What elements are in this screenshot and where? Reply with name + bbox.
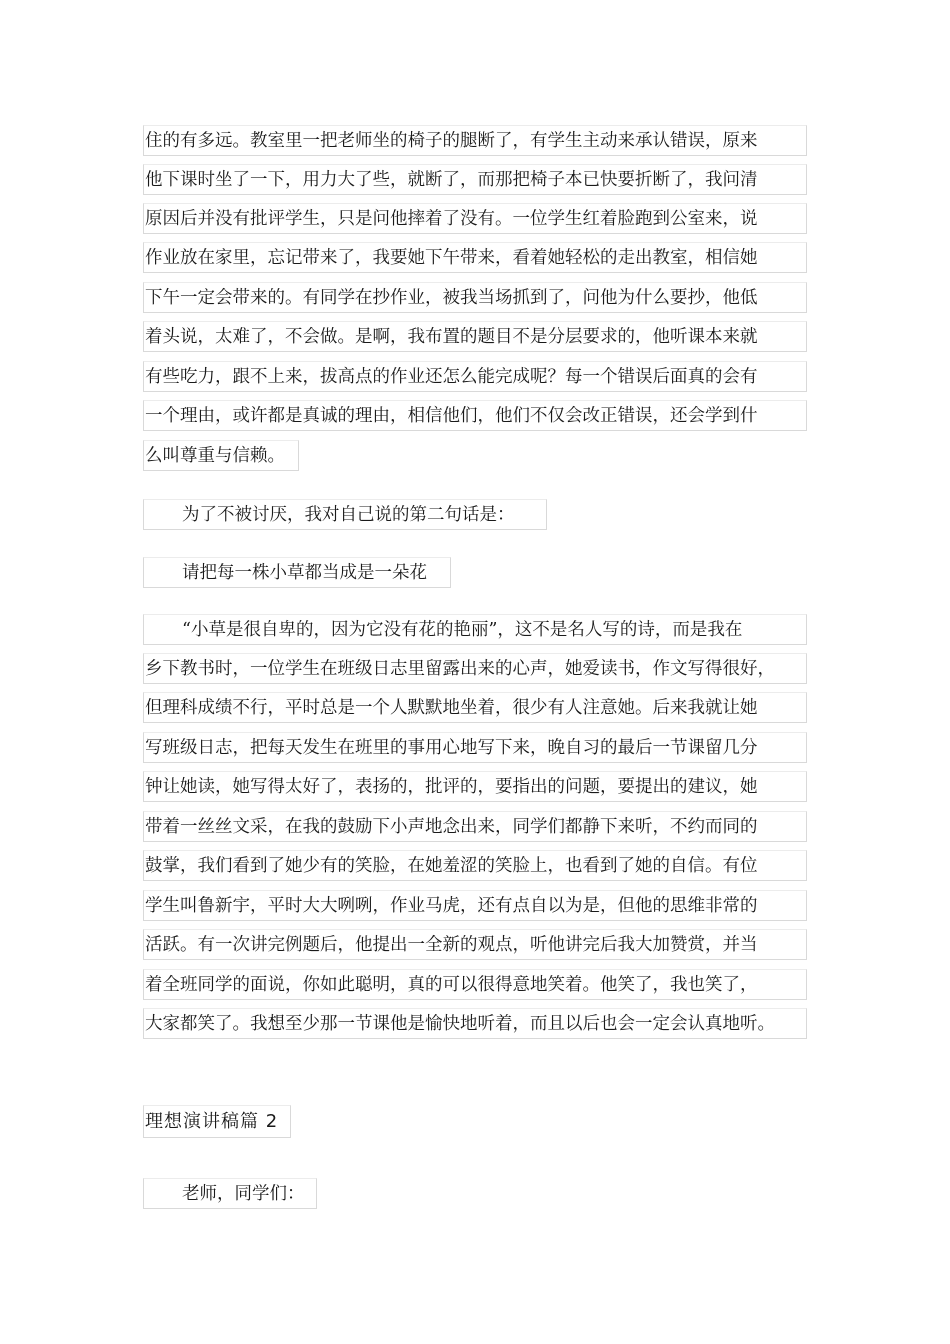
paragraph-line: 么叫尊重与信赖。 [143, 440, 299, 471]
paragraph-line: 大家都笑了。我想至少那一节课他是愉快地听着，而且以后也会一定会认真地听。 [143, 1008, 807, 1039]
paragraph-line: 住的有多远。教室里一把老师坐的椅子的腿断了，有学生主动来承认错误，原来 [143, 125, 807, 156]
paragraph-line: 着头说，太难了，不会做。是啊，我布置的题目不是分层要求的，他听课本来就 [143, 321, 807, 352]
paragraph-line: 作业放在家里，忘记带来了，我要她下午带来，看着她轻松的走出教室，相信她 [143, 242, 807, 273]
paragraph-line: 钟让她读，她写得太好了，表扬的，批评的，要指出的问题，要提出的建议，她 [143, 771, 807, 802]
section-heading: 理想演讲稿篇 2 [143, 1105, 291, 1138]
paragraph-line: 下午一定会带来的。有同学在抄作业，被我当场抓到了，问他为什么要抄，他低 [143, 282, 807, 313]
paragraph-line: 学生叫鲁新宇，平时大大咧咧，作业马虎，还有点自以为是，但他的思维非常的 [143, 890, 807, 921]
paragraph-line: 着全班同学的面说，你如此聪明，真的可以很得意地笑着。他笑了，我也笑了， [143, 969, 807, 1000]
paragraph-line: 但理科成绩不行，平时总是一个人默默地坐着，很少有人注意她。后来我就让她 [143, 692, 807, 723]
paragraph-line: 他下课时坐了一下，用力大了些，就断了，而那把椅子本已快要折断了，我问清 [143, 164, 807, 195]
paragraph-line: 乡下教书时，一位学生在班级日志里留露出来的心声，她爱读书，作文写得很好， [143, 653, 807, 684]
paragraph-line: 有些吃力，跟不上来，拔高点的作业还怎么能完成呢？每一个错误后面真的会有 [143, 361, 807, 392]
paragraph-line: 活跃。有一次讲完例题后，他提出一全新的观点，听他讲完后我大加赞赏，并当 [143, 929, 807, 960]
paragraph-line: 带着一丝丝文采，在我的鼓励下小声地念出来，同学们都静下来听，不约而同的 [143, 811, 807, 842]
salutation: 老师，同学们： [143, 1178, 317, 1209]
paragraph-line: 鼓掌，我们看到了她少有的笑脸，在她羞涩的笑脸上，也看到了她的自信。有位 [143, 850, 807, 881]
paragraph-line: 原因后并没有批评学生，只是问他摔着了没有。一位学生红着脸跑到公室来，说 [143, 203, 807, 234]
paragraph-line: 写班级日志，把每天发生在班里的事用心地写下来，晚自习的最后一节课留几分 [143, 732, 807, 763]
paragraph-line: 一个理由，或许都是真诚的理由，相信他们，他们不仅会改正错误，还会学到什 [143, 400, 807, 431]
paragraph-line: 为了不被讨厌，我对自己说的第二句话是： [143, 499, 547, 530]
paragraph-line: 请把每一株小草都当成是一朵花 [143, 557, 451, 588]
paragraph-line: “小草是很自卑的，因为它没有花的艳丽”，这不是名人写的诗，而是我在 [143, 614, 807, 645]
